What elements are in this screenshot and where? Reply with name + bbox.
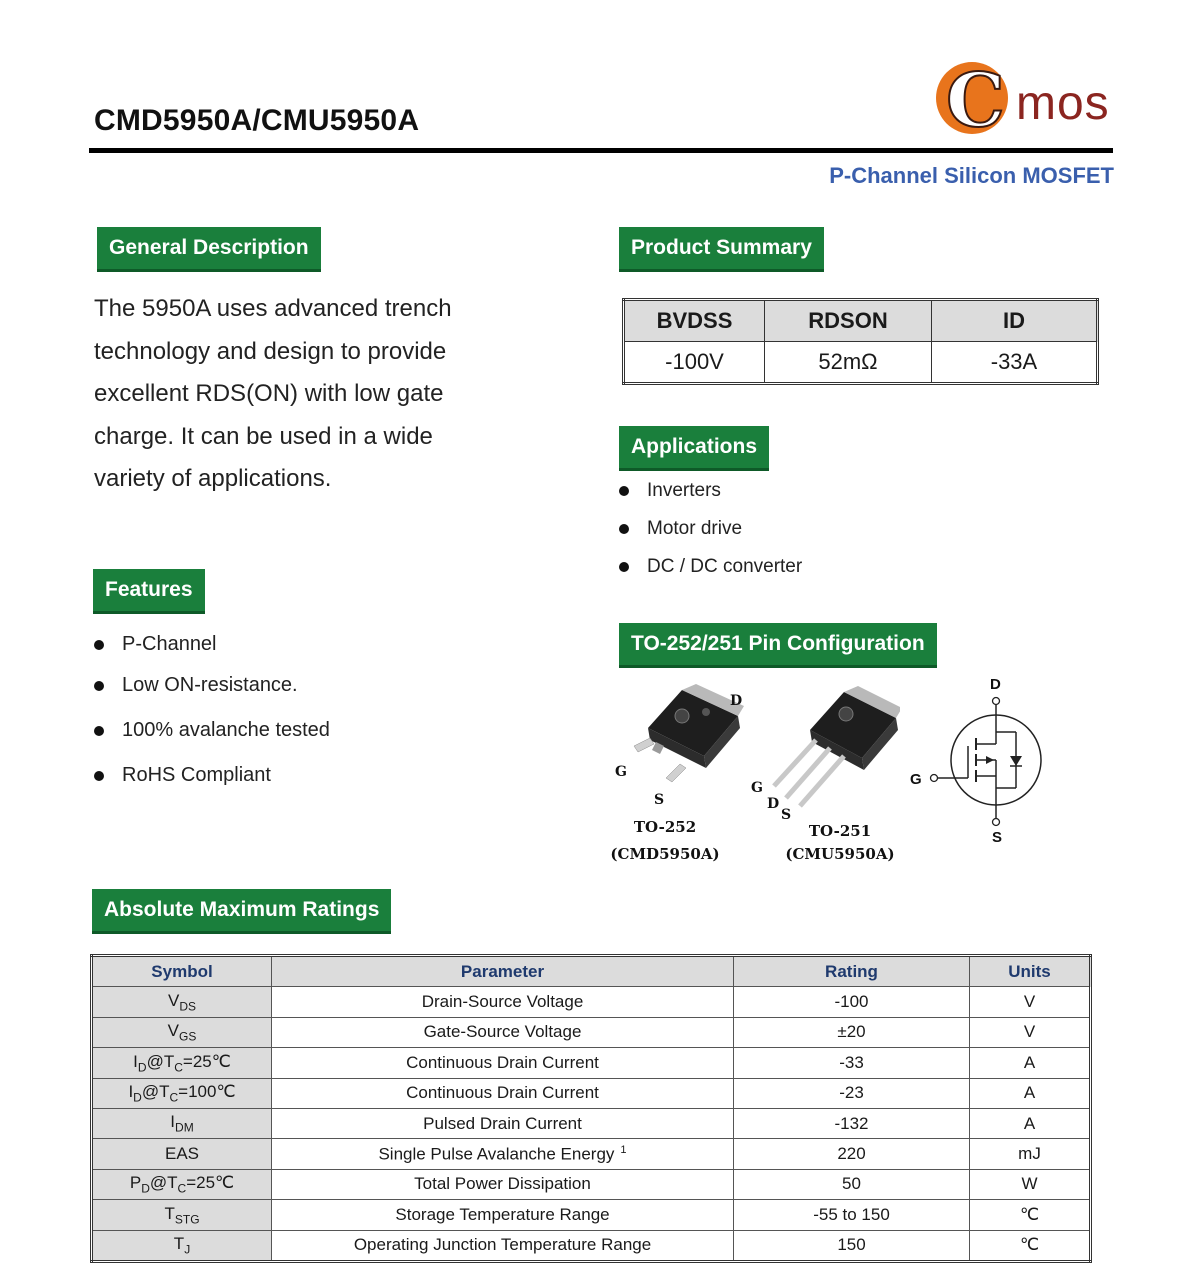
amr-row	[92, 1200, 1091, 1230]
pin-label-d: D	[767, 796, 780, 812]
general-description-heading: General Description	[97, 227, 321, 272]
amr-symbol-cell	[92, 1108, 272, 1138]
amr-row	[92, 1017, 1091, 1047]
symbol-part: D	[141, 1181, 150, 1196]
bullet-icon	[94, 726, 104, 736]
symbol-part: @T	[149, 1173, 178, 1193]
bullet-icon	[94, 771, 104, 781]
symbol-part: =25℃	[186, 1173, 235, 1193]
amr-row	[92, 1048, 1091, 1078]
symbol-part: =100℃	[178, 1082, 236, 1102]
applications-heading: Applications	[619, 426, 769, 471]
pin-label-s: S	[781, 807, 792, 823]
symbol-part: I	[128, 1082, 134, 1102]
amr-parameter-cell	[272, 1078, 734, 1108]
p-channel-mosfet-symbol-icon	[924, 694, 1054, 830]
symbol-part: V	[167, 1021, 179, 1041]
amr-symbol-cell	[92, 987, 272, 1017]
schematic-source-label: S	[992, 829, 1003, 846]
symbol-part: @T	[146, 1051, 175, 1071]
logo-letter: C	[946, 58, 1005, 144]
amr-rating-cell: -132	[734, 1108, 970, 1138]
feature-label: Low ON-resistance.	[122, 674, 298, 696]
symbol-part: I	[133, 1051, 138, 1071]
amr-parameter-cell	[272, 1139, 734, 1169]
amr-rating-cell: 220	[734, 1139, 970, 1169]
absolute-maximum-ratings-table	[90, 954, 1092, 1263]
amr-header-cell: Rating	[734, 956, 970, 987]
amr-parameter-cell	[272, 1017, 734, 1047]
application-label: DC / DC converter	[647, 556, 803, 577]
amr-rating-cell: -100	[734, 987, 970, 1017]
amr-symbol-cell	[92, 1017, 272, 1047]
amr-header-row	[92, 956, 1091, 987]
parameter-label: Continuous Drain Current	[406, 1052, 599, 1072]
summary-header-cell: RDSON	[765, 300, 932, 342]
feature-label: P-Channel	[122, 633, 217, 655]
summary-value-cell: 52mΩ	[765, 342, 932, 384]
logo-text: mos	[1016, 77, 1110, 130]
application-item	[619, 556, 802, 578]
description-line: technology and design to provide	[94, 337, 447, 365]
symbol-part: C	[177, 1181, 187, 1196]
amr-symbol-cell	[92, 1139, 272, 1169]
description-line: charge. It can be used in a wide	[94, 422, 433, 450]
to251-name: TO-251	[808, 822, 872, 840]
amr-unit-cell: W	[970, 1169, 1091, 1199]
symbol-part: GS	[179, 1029, 197, 1044]
pin-label-s: S	[654, 792, 665, 808]
summary-header-cell: ID	[932, 300, 1098, 342]
summary-value-row	[624, 342, 1098, 384]
product-summary-table	[622, 298, 1099, 385]
summary-value-cell: -33A	[932, 342, 1098, 384]
description-line: The 5950A uses advanced trench	[94, 295, 452, 322]
amr-rating-cell: -55 to 150	[734, 1200, 970, 1230]
symbol-part: J	[184, 1242, 191, 1257]
symbol-part: T	[173, 1234, 185, 1254]
schematic-drain-label: D	[990, 676, 1001, 693]
amr-unit-cell: ℃	[970, 1200, 1091, 1230]
feature-label: RoHS Compliant	[122, 764, 271, 786]
header-rule	[89, 148, 1113, 153]
feature-item	[94, 674, 298, 697]
amr-row	[92, 1230, 1091, 1261]
amr-rating-cell: 150	[734, 1230, 970, 1261]
parameter-label: Operating Junction Temperature Range	[353, 1235, 652, 1255]
features-heading: Features	[93, 569, 205, 614]
parameter-label: Total Power Dissipation	[414, 1174, 591, 1194]
to251-package-icon	[760, 684, 900, 814]
document-title: CMD5950A/CMU5950A	[94, 104, 420, 137]
amr-symbol-cell	[92, 1169, 272, 1199]
feature-item	[94, 764, 271, 787]
summary-header-cell: BVDSS	[624, 300, 765, 342]
symbol-part: D	[133, 1090, 142, 1105]
amr-unit-cell: V	[970, 1017, 1091, 1047]
amr-parameter-cell	[272, 1200, 734, 1230]
symbol-part: T	[164, 1203, 175, 1223]
pin-label-g: G	[751, 780, 763, 796]
symbol-part: DM	[175, 1120, 194, 1135]
amr-symbol-cell	[92, 1230, 272, 1261]
amr-row	[92, 1078, 1091, 1108]
to252-name: TO-252	[633, 818, 697, 836]
amr-header-cell: Units	[970, 956, 1091, 987]
amr-parameter-cell	[272, 1108, 734, 1138]
amr-parameter-cell	[272, 1169, 734, 1199]
to251-part: (CMU5950A)	[785, 845, 895, 863]
symbol-part: =25℃	[182, 1051, 231, 1071]
pin-label-g: G	[615, 764, 627, 780]
symbol-part: @T	[141, 1082, 170, 1102]
parameter-label: Single Pulse Avalanche Energy	[378, 1144, 615, 1164]
product-summary-heading: Product Summary	[619, 227, 824, 272]
summary-value-cell: -100V	[624, 342, 765, 384]
amr-body	[92, 987, 1091, 1262]
amr-rating-cell: -23	[734, 1078, 970, 1108]
symbol-part: V	[167, 990, 180, 1010]
symbol-part: C	[174, 1060, 183, 1075]
amr-heading: Absolute Maximum Ratings	[92, 889, 391, 934]
parameter-label: Pulsed Drain Current	[423, 1113, 582, 1133]
amr-parameter-cell	[272, 1048, 734, 1078]
description-line: variety of applications.	[94, 465, 332, 493]
document-subtitle: P-Channel Silicon MOSFET	[829, 163, 1114, 188]
symbol-part: EAS	[164, 1144, 200, 1164]
symbol-part: C	[169, 1090, 179, 1105]
amr-rating-cell: 50	[734, 1169, 970, 1199]
pin-label-d: D	[730, 693, 743, 709]
feature-label: 100% avalanche tested	[122, 719, 330, 741]
bullet-icon	[94, 681, 104, 691]
amr-row	[92, 1108, 1091, 1138]
to252-part: (CMD5950A)	[610, 845, 720, 863]
bullet-icon	[619, 562, 629, 572]
amr-unit-cell: mJ	[970, 1139, 1091, 1169]
parameter-label: Gate-Source Voltage	[423, 1022, 582, 1042]
feature-item	[94, 719, 330, 742]
amr-symbol-cell	[92, 1200, 272, 1230]
amr-unit-cell: V	[970, 987, 1091, 1017]
amr-parameter-cell	[272, 1230, 734, 1261]
amr-unit-cell: ℃	[970, 1230, 1091, 1261]
schematic-gate-label: G	[910, 771, 922, 788]
application-label: Motor drive	[647, 518, 743, 539]
amr-row	[92, 1169, 1091, 1199]
application-item	[619, 518, 742, 540]
bullet-icon	[619, 486, 629, 496]
application-item	[619, 480, 721, 502]
amr-rating-cell: ±20	[734, 1017, 970, 1047]
amr-row	[92, 1139, 1091, 1169]
amr-header-cell: Symbol	[92, 956, 272, 987]
general-description-text	[94, 288, 514, 501]
bullet-icon	[94, 640, 104, 650]
bullet-icon	[619, 524, 629, 534]
pin-config-heading: TO-252/251 Pin Configuration	[619, 623, 937, 668]
symbol-part: P	[129, 1173, 142, 1193]
amr-row	[92, 987, 1091, 1017]
parameter-label: Continuous Drain Current	[406, 1083, 599, 1103]
feature-item	[94, 633, 217, 656]
amr-header-cell: Parameter	[272, 956, 734, 987]
description-line: excellent RDS(ON) with low gate	[94, 380, 444, 408]
amr-unit-cell: A	[970, 1078, 1091, 1108]
parameter-label: Storage Temperature Range	[395, 1204, 610, 1224]
amr-parameter-cell	[272, 987, 734, 1017]
symbol-part: DS	[179, 999, 196, 1014]
amr-rating-cell: -33	[734, 1048, 970, 1078]
amr-unit-cell: A	[970, 1108, 1091, 1138]
amr-unit-cell: A	[970, 1048, 1091, 1078]
parameter-label: Drain-Source Voltage	[421, 992, 584, 1012]
symbol-part: I	[170, 1112, 176, 1132]
symbol-part: D	[137, 1060, 147, 1075]
amr-symbol-cell	[92, 1048, 272, 1078]
cmos-logo	[936, 58, 1110, 144]
symbol-part: STG	[174, 1212, 200, 1227]
footnote-marker: 1	[620, 1143, 627, 1156]
application-label: Inverters	[647, 480, 721, 501]
amr-symbol-cell	[92, 1078, 272, 1108]
summary-header-row	[624, 300, 1098, 342]
